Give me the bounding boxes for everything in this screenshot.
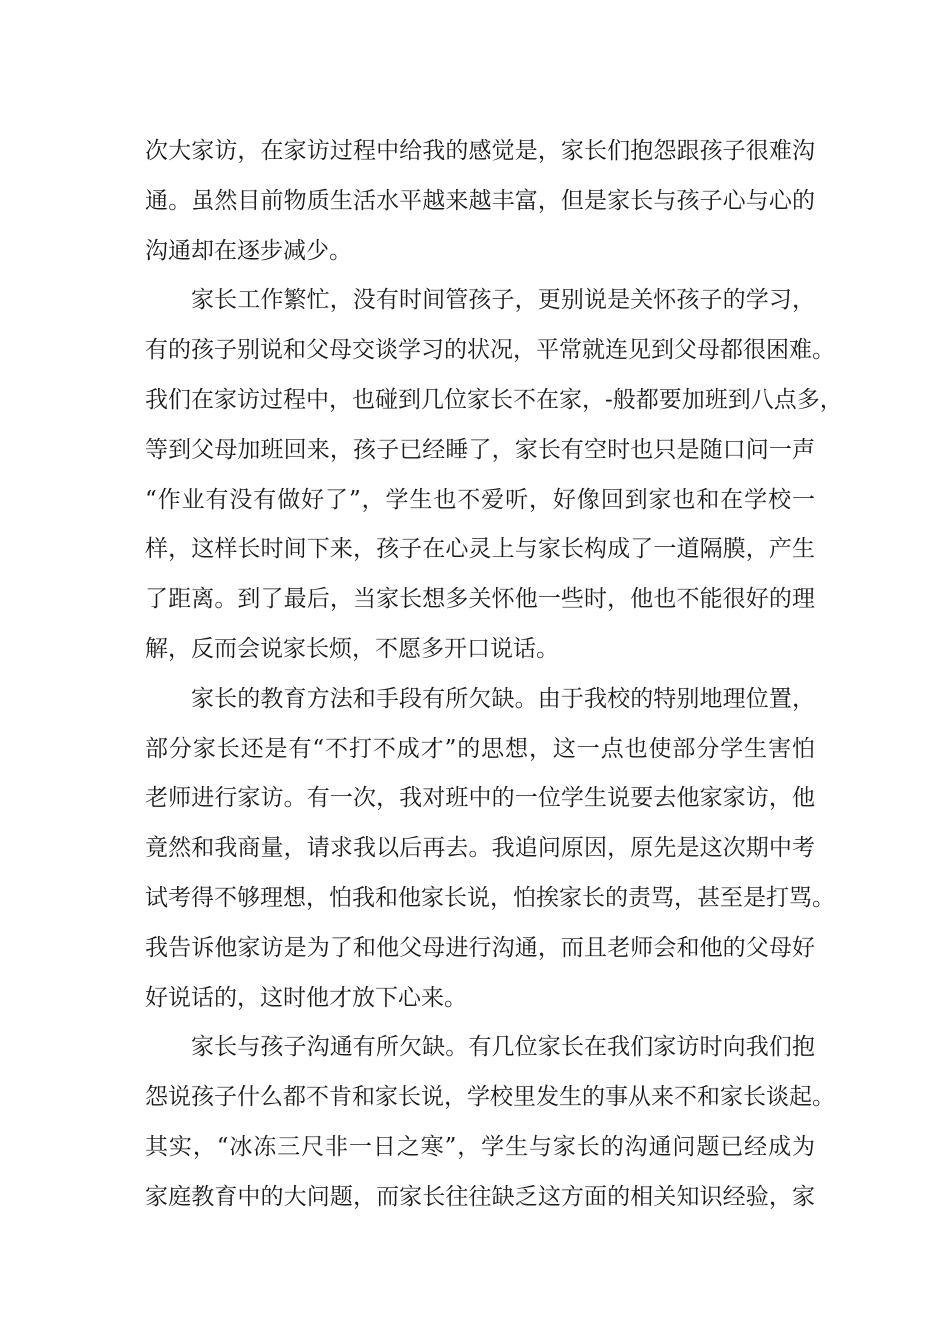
text-line: 老师进行家访。有一次，我对班中的一位学生说要去他家家访，他 xyxy=(145,785,815,812)
text-line: 家长与孩子沟通有所欠缺。有几位家长在我们家访时向我们抱 xyxy=(191,1034,815,1061)
text-line: 通。虽然目前物质生活水平越来越丰富，但是家长与孩子心与心的 xyxy=(145,187,815,214)
text-line: “作业有没有做好了”，学生也不爱听，好像回到家也和在学校一 xyxy=(145,486,815,513)
text-line: 沟通却在逐步减少。 xyxy=(145,237,352,264)
text-line: 好说话的，这时他才放下心来。 xyxy=(145,984,467,1011)
text-line: 我们在家访过程中，也碰到几位家长不在家，-般都要加班到八点多， xyxy=(145,386,843,413)
text-line: 其实，“冰冻三尺非一日之寒”，学生与家长的沟通问题已经成为 xyxy=(145,1133,815,1160)
text-line: 样，这样长时间下来，孩子在心灵上与家长构成了一道隔膜，产生 xyxy=(145,536,815,563)
text-line: 竟然和我商量，请求我以后再去。我追问原因，原先是这次期中考 xyxy=(145,835,815,862)
paragraph xyxy=(145,127,815,276)
text-line: 解，反而会说家长烦，不愿多开口说话。 xyxy=(145,635,559,662)
text-line: 等到父母加班回来，孩子已经睡了，家长有空时也只是随口问一声 xyxy=(145,436,815,463)
text-line: 了距离。到了最后，当家长想多关怀他一些时，他也不能很好的理 xyxy=(145,586,815,613)
paragraph xyxy=(145,276,843,674)
text-line: 次大家访，在家访过程中给我的感觉是，家长们抱怨跟孩子很难沟 xyxy=(145,138,815,164)
text-line: 部分家长还是有“不打不成才”的思想，这一点也使部分学生害怕 xyxy=(145,735,815,762)
text-line: 试考得不够理想，怕我和他家长说，怕挨家长的责骂，甚至是打骂。 xyxy=(145,884,835,911)
paragraph xyxy=(145,1023,835,1222)
text-line: 有的孩子别说和父母交谈学习的状况，平常就连见到父母都很困难。 xyxy=(145,337,835,364)
text-line: 我告诉他家访是为了和他父母进行沟通，而且老师会和他的父母好 xyxy=(145,934,815,961)
body-text xyxy=(145,127,843,1223)
paragraph xyxy=(145,675,835,1024)
text-line: 家长的教育方法和手段有所欠缺。由于我校的特别地理位置， xyxy=(191,685,815,712)
text-line: 家庭教育中的大问题，而家长往往缺乏这方面的相关知识经验，家 xyxy=(145,1183,815,1210)
text-line: 家长工作繁忙，没有时间管孩子，更别说是关怀孩子的学习， xyxy=(191,287,815,314)
text-line: 怨说孩子什么都不肯和家长说，学校里发生的事从来不和家长谈起。 xyxy=(145,1084,835,1111)
